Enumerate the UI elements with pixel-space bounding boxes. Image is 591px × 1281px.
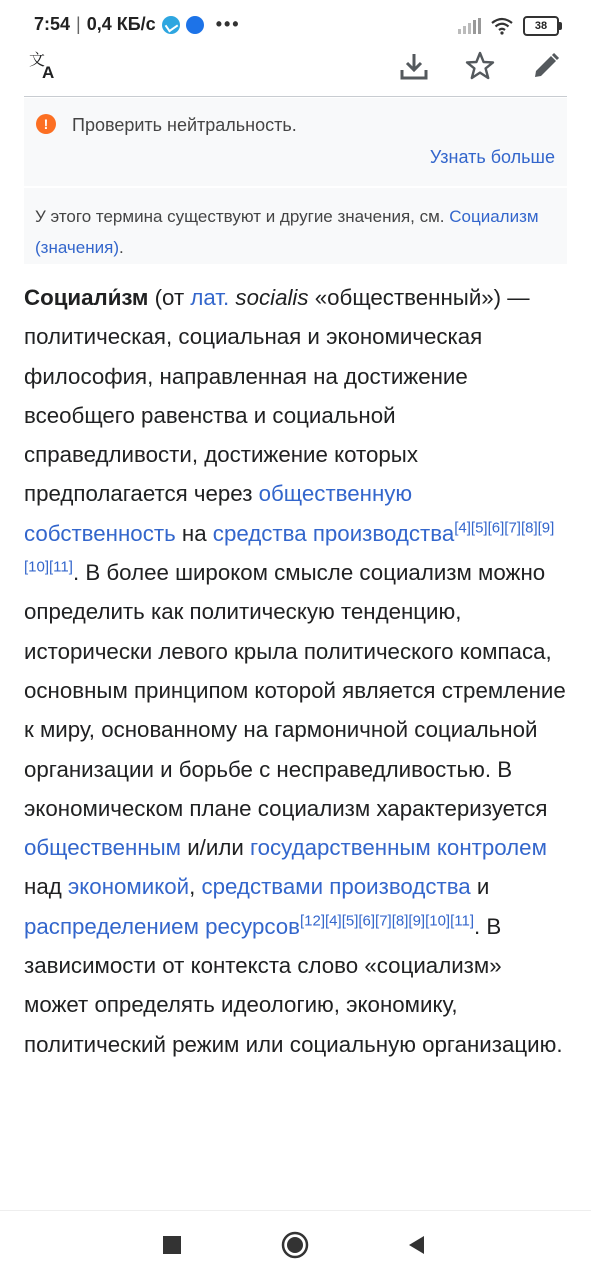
public-control-link[interactable]: общественным (24, 835, 182, 861)
hatnote-text (35, 201, 555, 263)
text-segment: , (189, 874, 202, 900)
article-body (24, 278, 569, 1064)
lead-paragraph (24, 278, 569, 1064)
text-segment: и/или (181, 835, 250, 861)
means-of-production-link-2[interactable]: средствами производства (201, 874, 471, 900)
telegram-icon (162, 16, 180, 34)
edit-icon[interactable] (526, 46, 566, 86)
status-right (458, 16, 559, 36)
svg-text:文: 文 (29, 51, 46, 69)
text-segment: над (24, 874, 68, 900)
notice-text: Проверить нейтральность. (72, 115, 297, 135)
text-segment: (от (148, 285, 191, 310)
back-icon[interactable] (396, 1225, 436, 1265)
text-segment: . В более широком смысле социализм можно определить как политическую тенденцию, исторически левого крыла политического компаса, основным принципом которой является стремление к миру, основанному на гармоничной социальной организации и борьбе с несправедливостью. В экономическом плане социализм характеризуется (24, 560, 566, 821)
hatnote-end: . (119, 238, 124, 257)
separator: | (76, 14, 81, 34)
text-segment: «общественный») — политическая, социальная и экономическая философия, направленная на достижение всеобщего равенства и социальной справедливости, достижение которых предполагается через (24, 285, 530, 507)
recents-icon[interactable] (152, 1225, 192, 1265)
references-group-2[interactable]: [12][4][5][6][7][8][9][10][11] (300, 912, 475, 930)
more-notifications-icon: ••• (215, 14, 241, 34)
article-term: Социали́зм (24, 285, 149, 310)
latin-word: socialis (229, 285, 309, 310)
warning-icon: ! (36, 114, 56, 134)
signal-icon (458, 18, 481, 34)
svg-text:A: A (42, 63, 55, 81)
clock: 7:54 (34, 14, 71, 34)
toolbar-divider (24, 96, 567, 97)
translate-icon[interactable] (24, 46, 64, 86)
download-icon[interactable] (394, 46, 434, 86)
public-property-link[interactable]: общественную собственность (24, 481, 413, 546)
neutrality-notice (24, 98, 567, 186)
status-bar (0, 0, 591, 44)
economy-link[interactable]: экономикой (67, 874, 190, 900)
text-segment: . В зависимости от контекста слово «социализм» может определять идеологию, экономику, политический режим или социальную организацию. (24, 913, 563, 1057)
references-group-1[interactable]: [4][5][6][7][8][9][10][11] (24, 519, 555, 576)
learn-more-link[interactable]: Узнать больше (429, 147, 555, 167)
disambiguation-link[interactable]: Социализм (значения) (35, 207, 539, 257)
disambiguation-hatnote (24, 188, 567, 264)
system-navigation-bar (0, 1210, 591, 1281)
battery-indicator: 38 (523, 16, 559, 36)
means-of-production-link[interactable]: средства производства (212, 520, 455, 546)
text-segment: на (175, 520, 213, 546)
article-toolbar (0, 44, 591, 96)
resource-distribution-link[interactable]: распределением ресурсов (24, 913, 300, 939)
star-icon[interactable] (460, 46, 500, 86)
state-control-link[interactable]: государственным контролем (249, 835, 547, 861)
wifi-icon (491, 17, 513, 35)
hatnote-label: У этого термина существуют и другие значения, см. (35, 207, 450, 226)
network-speed: 0,4 КБ/с (86, 14, 156, 34)
status-left (34, 14, 241, 35)
latin-link[interactable]: лат. (190, 285, 230, 310)
text-segment: и (470, 874, 490, 900)
app-notification-icon (186, 16, 204, 34)
home-icon[interactable] (275, 1225, 315, 1265)
